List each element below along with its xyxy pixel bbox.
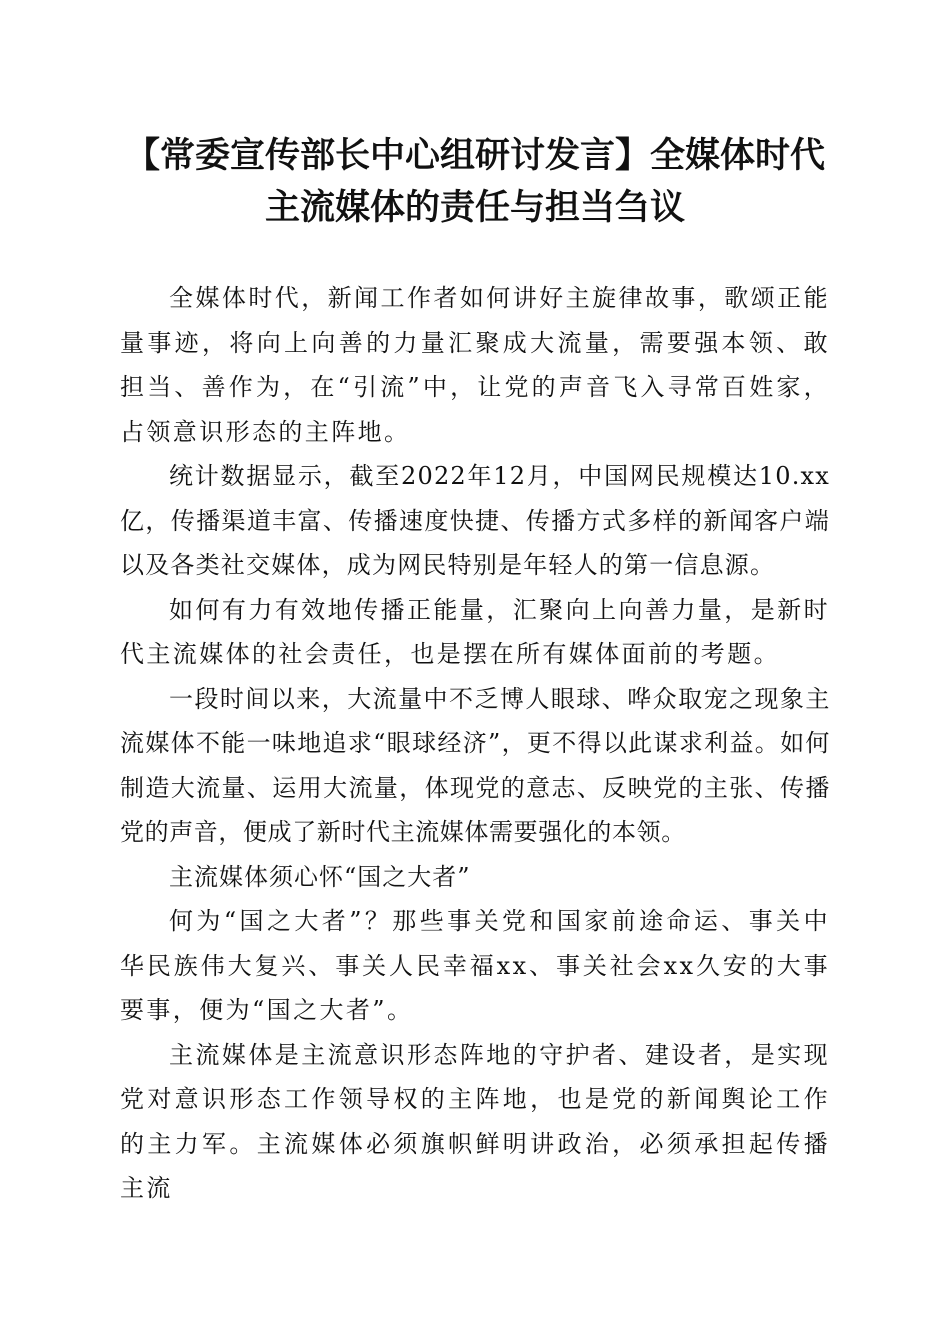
paragraph-1: 全媒体时代，新闻工作者如何讲好主旋律故事，歌颂正能量事迹，将向上向善的力量汇聚成大流量，需要强本领、敢担当、善作为，在“引流”中，让党的声音飞入寻常百姓家，占领意识形态的主阵地。	[120, 284, 830, 446]
title-line-2: 主流媒体的责任与担当刍议	[264, 188, 685, 228]
paragraph-5: 何为“国之大者”？那些事关党和国家前途命运、事关中华民族伟大复兴、事关人民幸福xx、事关社会xx久安的大事要事，便为“国之大者”。	[120, 907, 830, 1024]
paragraph-6: 主流媒体是主流意识形态阵地的守护者、建设者，是实现党对意识形态工作领导权的主阵地，也是党的新闻舆论工作的主力军。主流媒体必须旗帜鲜明讲政治，必须承担起传播主流	[120, 1040, 830, 1202]
paragraph-2: 统计数据显示，截至2022年12月，中国网民规模达10.xx亿，传播渠道丰富、传播速度快捷、传播方式多样的新闻客户端以及各类社交媒体，成为网民特别是年轻人的第一信息源。	[120, 462, 830, 579]
section-heading: 主流媒体须心怀“国之大者”	[169, 862, 471, 891]
title-line-1: 【常委宣传部长中心组研讨发言】全媒体时代	[124, 136, 825, 176]
document-body	[120, 276, 830, 1211]
paragraph-4: 一段时间以来，大流量中不乏博人眼球、哗众取宠之现象主流媒体不能一味地追求“眼球经济”，更不得以此谋求利益。如何制造大流量、运用大流量，体现党的意志、反映党的主张、传播党的声音，便成了新时代主流媒体需要强化的本领。	[120, 684, 830, 846]
paragraph-3: 如何有力有效地传播正能量，汇聚向上向善力量，是新时代主流媒体的社会责任，也是摆在所有媒体面前的考题。	[120, 595, 830, 668]
document-title	[100, 130, 850, 234]
